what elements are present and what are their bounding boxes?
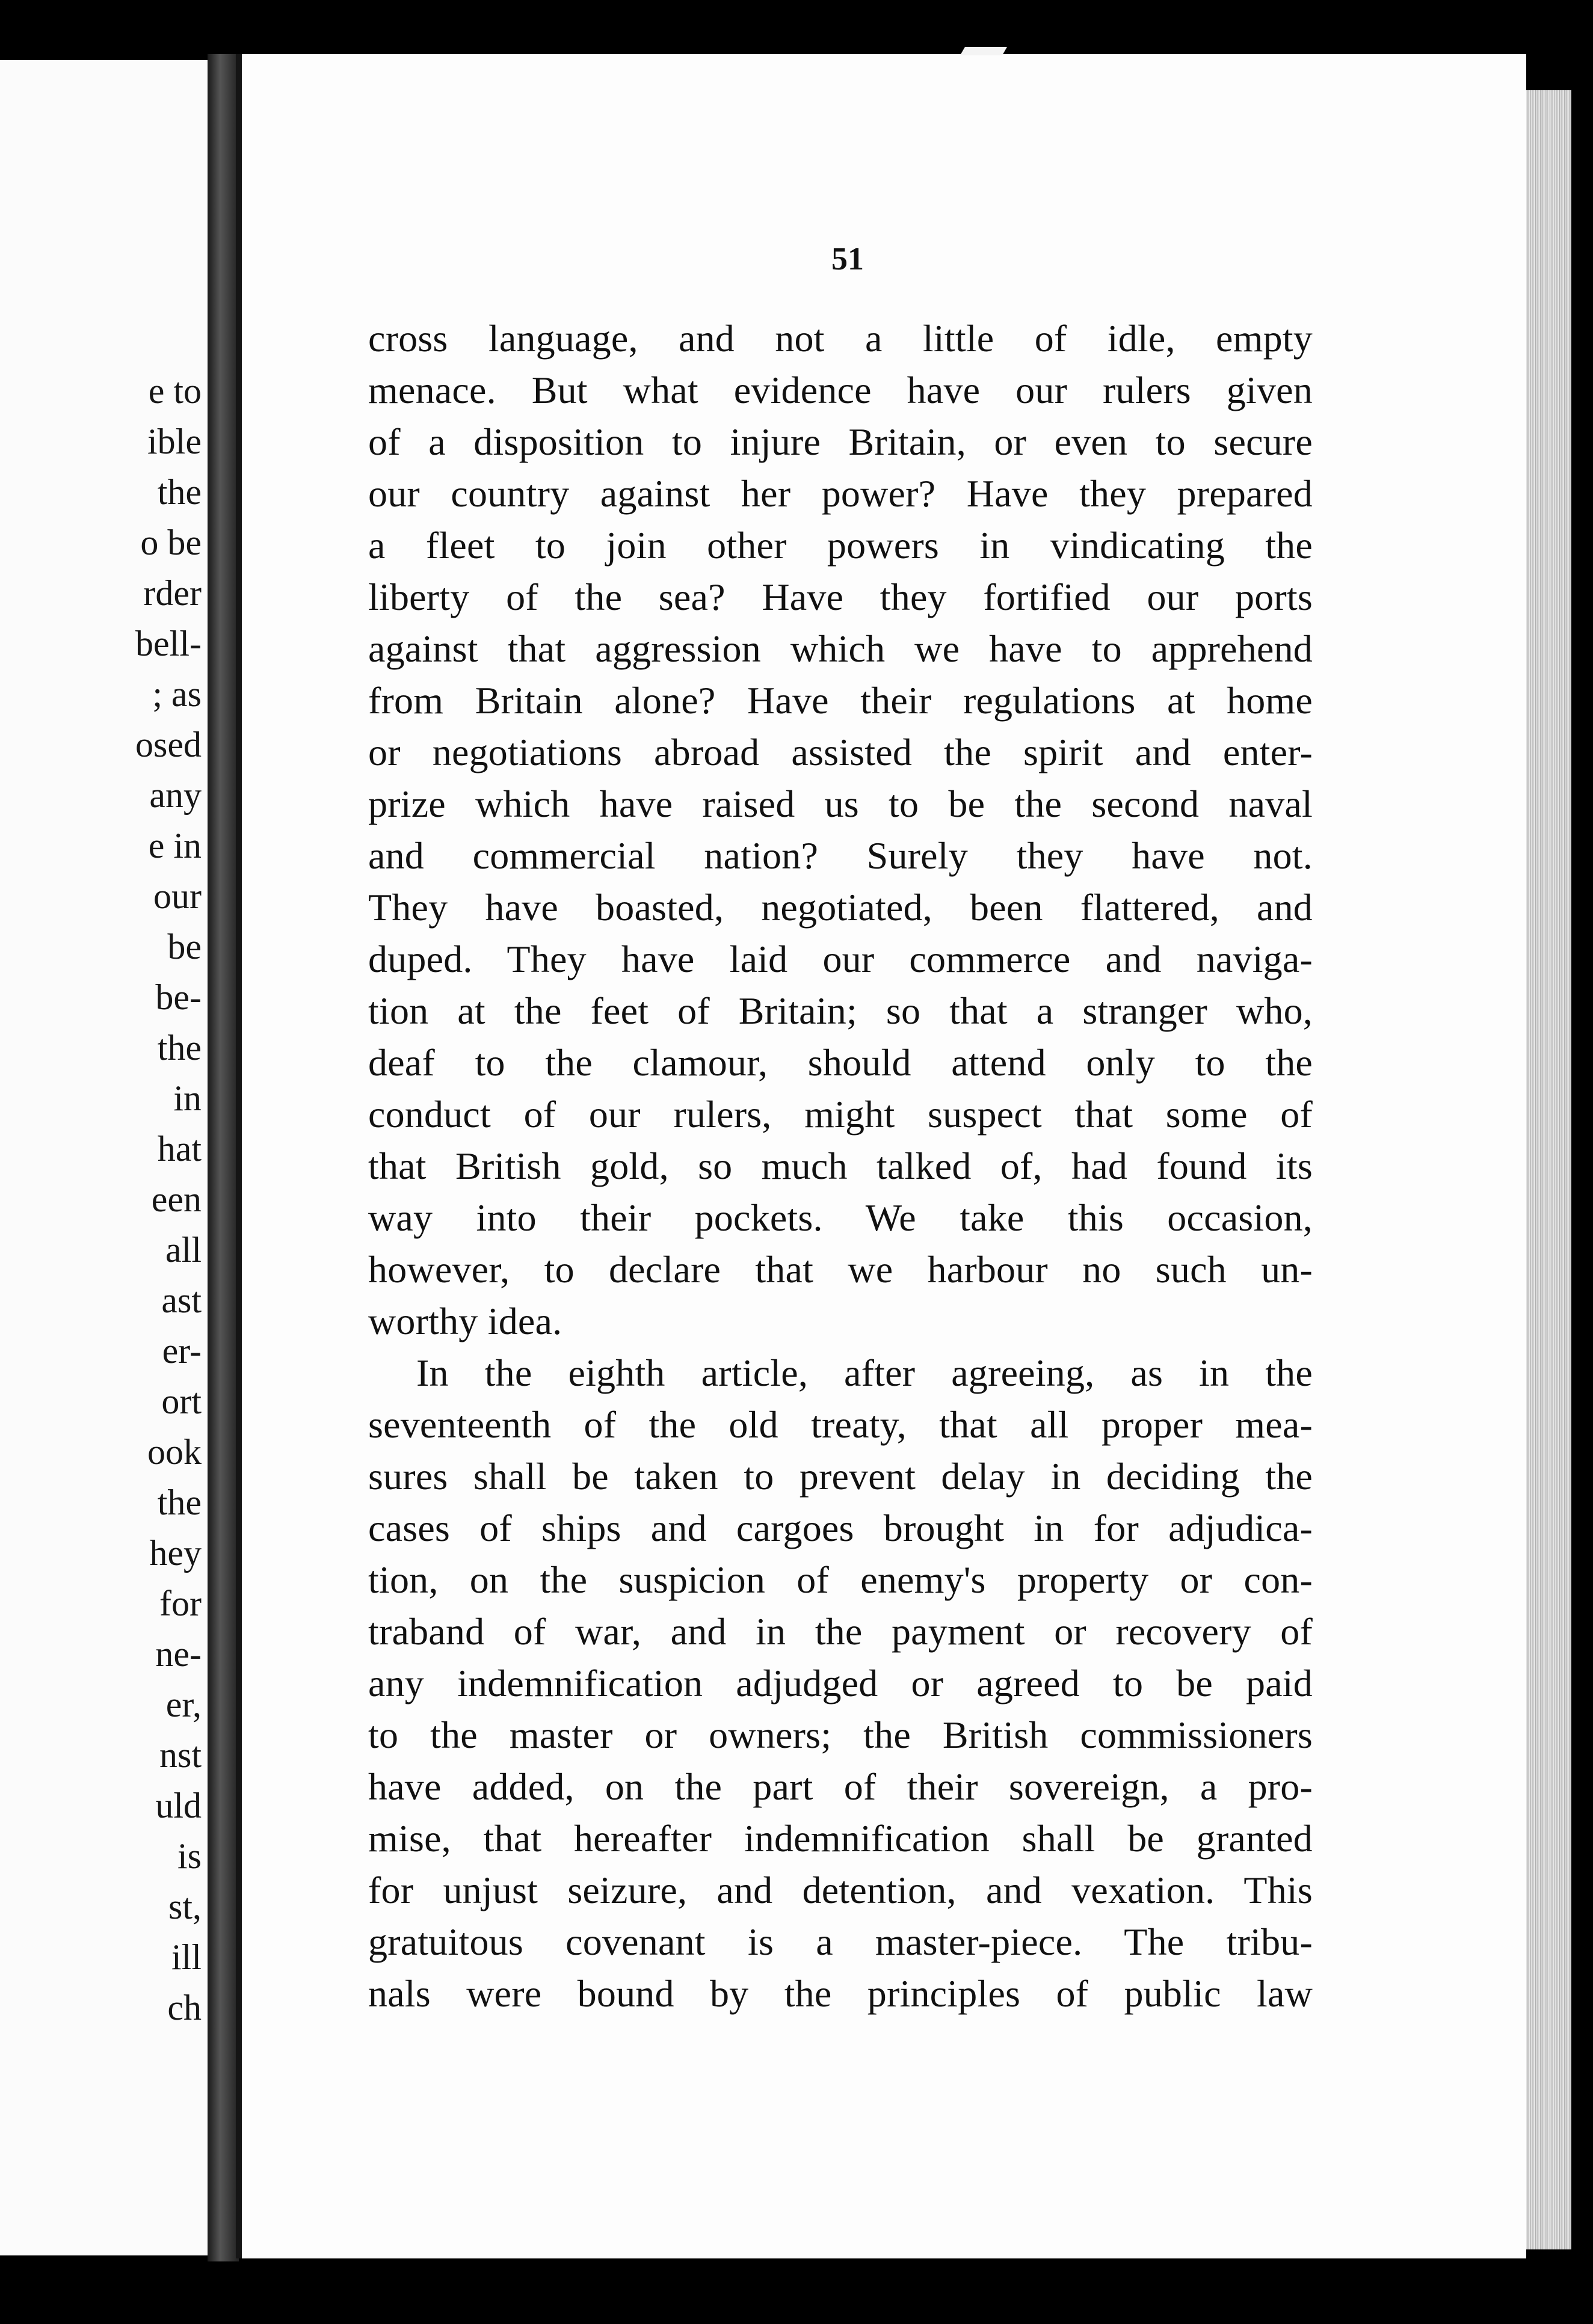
left-fragment: uld: [155, 1786, 202, 1825]
left-fragment: ast: [161, 1280, 202, 1320]
left-fragment: ch: [167, 1988, 202, 2027]
text-line: mise, that hereafter indemnification shall be granted: [368, 1817, 1313, 1860]
left-fragment: nst: [159, 1735, 202, 1775]
left-fragment: rder: [143, 573, 202, 613]
text-line: way into their pockets. We take this occasion,: [368, 1196, 1313, 1239]
text-line: cross language, and not a little of idle, empty: [368, 317, 1313, 360]
text-line: They have boasted, negotiated, been flattered, and: [368, 886, 1313, 929]
left-fragment: be-: [155, 977, 202, 1017]
left-fragment: hey: [149, 1533, 202, 1573]
left-fragment: o be: [140, 523, 202, 562]
left-fragment: er-: [162, 1331, 202, 1371]
text-line: that British gold, so much talked of, had found its: [368, 1145, 1313, 1187]
left-fragment: ; as: [152, 674, 202, 714]
text-line: however, to declare that we harbour no such un-: [368, 1248, 1313, 1291]
left-fragment: st,: [168, 1887, 202, 1926]
text-line: In the eighth article, after agreeing, as in the: [416, 1351, 1313, 1394]
left-page-fragment: [0, 60, 210, 2255]
scan-mark: [960, 47, 1007, 55]
left-fragment: er,: [165, 1685, 202, 1724]
left-fragment: our: [153, 876, 202, 916]
left-fragment: ible: [147, 422, 202, 461]
text-line: our country against her power? Have they prepared: [368, 472, 1313, 515]
book-gutter: [208, 54, 239, 2261]
text-line: conduct of our rulers, might suspect that some of: [368, 1093, 1313, 1136]
left-fragment: ill: [171, 1937, 202, 1977]
text-line: have added, on the part of their sovereign, a pro-: [368, 1765, 1313, 1808]
page-number: 51: [831, 241, 864, 277]
text-line: deaf to the clamour, should attend only to the: [368, 1041, 1313, 1084]
text-line: of a disposition to injure Britain, or even to secure: [368, 420, 1313, 463]
text-line: or negotiations abroad assisted the spirit and enter-: [368, 731, 1313, 773]
text-line: liberty of the sea? Have they fortified our ports: [368, 576, 1313, 618]
text-line: nals were bound by the principles of public law: [368, 1972, 1313, 2015]
text-line: sures shall be taken to prevent delay in deciding the: [368, 1455, 1313, 1498]
left-fragment: in: [173, 1078, 202, 1118]
left-fragment: osed: [135, 725, 202, 764]
text-line: prize which have raised us to be the second naval: [368, 782, 1313, 825]
left-fragment: ne-: [155, 1634, 202, 1674]
left-fragment: all: [165, 1230, 202, 1270]
text-line: and commercial nation? Surely they have not.: [368, 834, 1313, 877]
text-line: worthy idea.: [368, 1300, 562, 1342]
left-fragment: hat: [157, 1129, 202, 1169]
text-line: traband of war, and in the payment or recovery of: [368, 1610, 1313, 1653]
left-fragment: for: [159, 1584, 202, 1623]
left-fragment: the: [157, 1028, 202, 1068]
text-line: against that aggression which we have to apprehend: [368, 627, 1313, 670]
text-line: for unjust seizure, and detention, and vexation. This: [368, 1869, 1313, 1911]
text-line: to the master or owners; the British commissioners: [368, 1714, 1313, 1756]
left-fragment: the: [157, 1483, 202, 1522]
text-line: from Britain alone? Have their regulations at home: [368, 679, 1313, 722]
text-line: tion, on the suspicion of enemy's property or con-: [368, 1558, 1313, 1601]
text-line: menace. But what evidence have our rulers given: [368, 369, 1313, 411]
left-fragment: ook: [147, 1432, 202, 1472]
page-edge-stack: [1526, 90, 1571, 2249]
left-fragment: ort: [161, 1382, 202, 1421]
text-line: duped. They have laid our commerce and naviga-: [368, 938, 1313, 980]
left-fragment: een: [151, 1179, 202, 1219]
text-line: cases of ships and cargoes brought in for adjudica-: [368, 1507, 1313, 1549]
text-line: a fleet to join other powers in vindicating the: [368, 524, 1313, 567]
text-line: tion at the feet of Britain; so that a stranger who,: [368, 989, 1313, 1032]
left-fragment: e to: [148, 371, 202, 411]
left-fragment: be: [167, 927, 202, 967]
text-line: gratuitous covenant is a master-piece. The tribu-: [368, 1920, 1313, 1963]
left-fragment: e in: [148, 826, 202, 865]
left-fragment: is: [177, 1836, 202, 1876]
text-line: seventeenth of the old treaty, that all proper mea-: [368, 1403, 1313, 1446]
left-fragment: the: [157, 472, 202, 512]
left-fragment: any: [149, 775, 202, 815]
left-fragment: bell-: [135, 624, 202, 663]
text-line: any indemnification adjudged or agreed to be paid: [368, 1662, 1313, 1705]
